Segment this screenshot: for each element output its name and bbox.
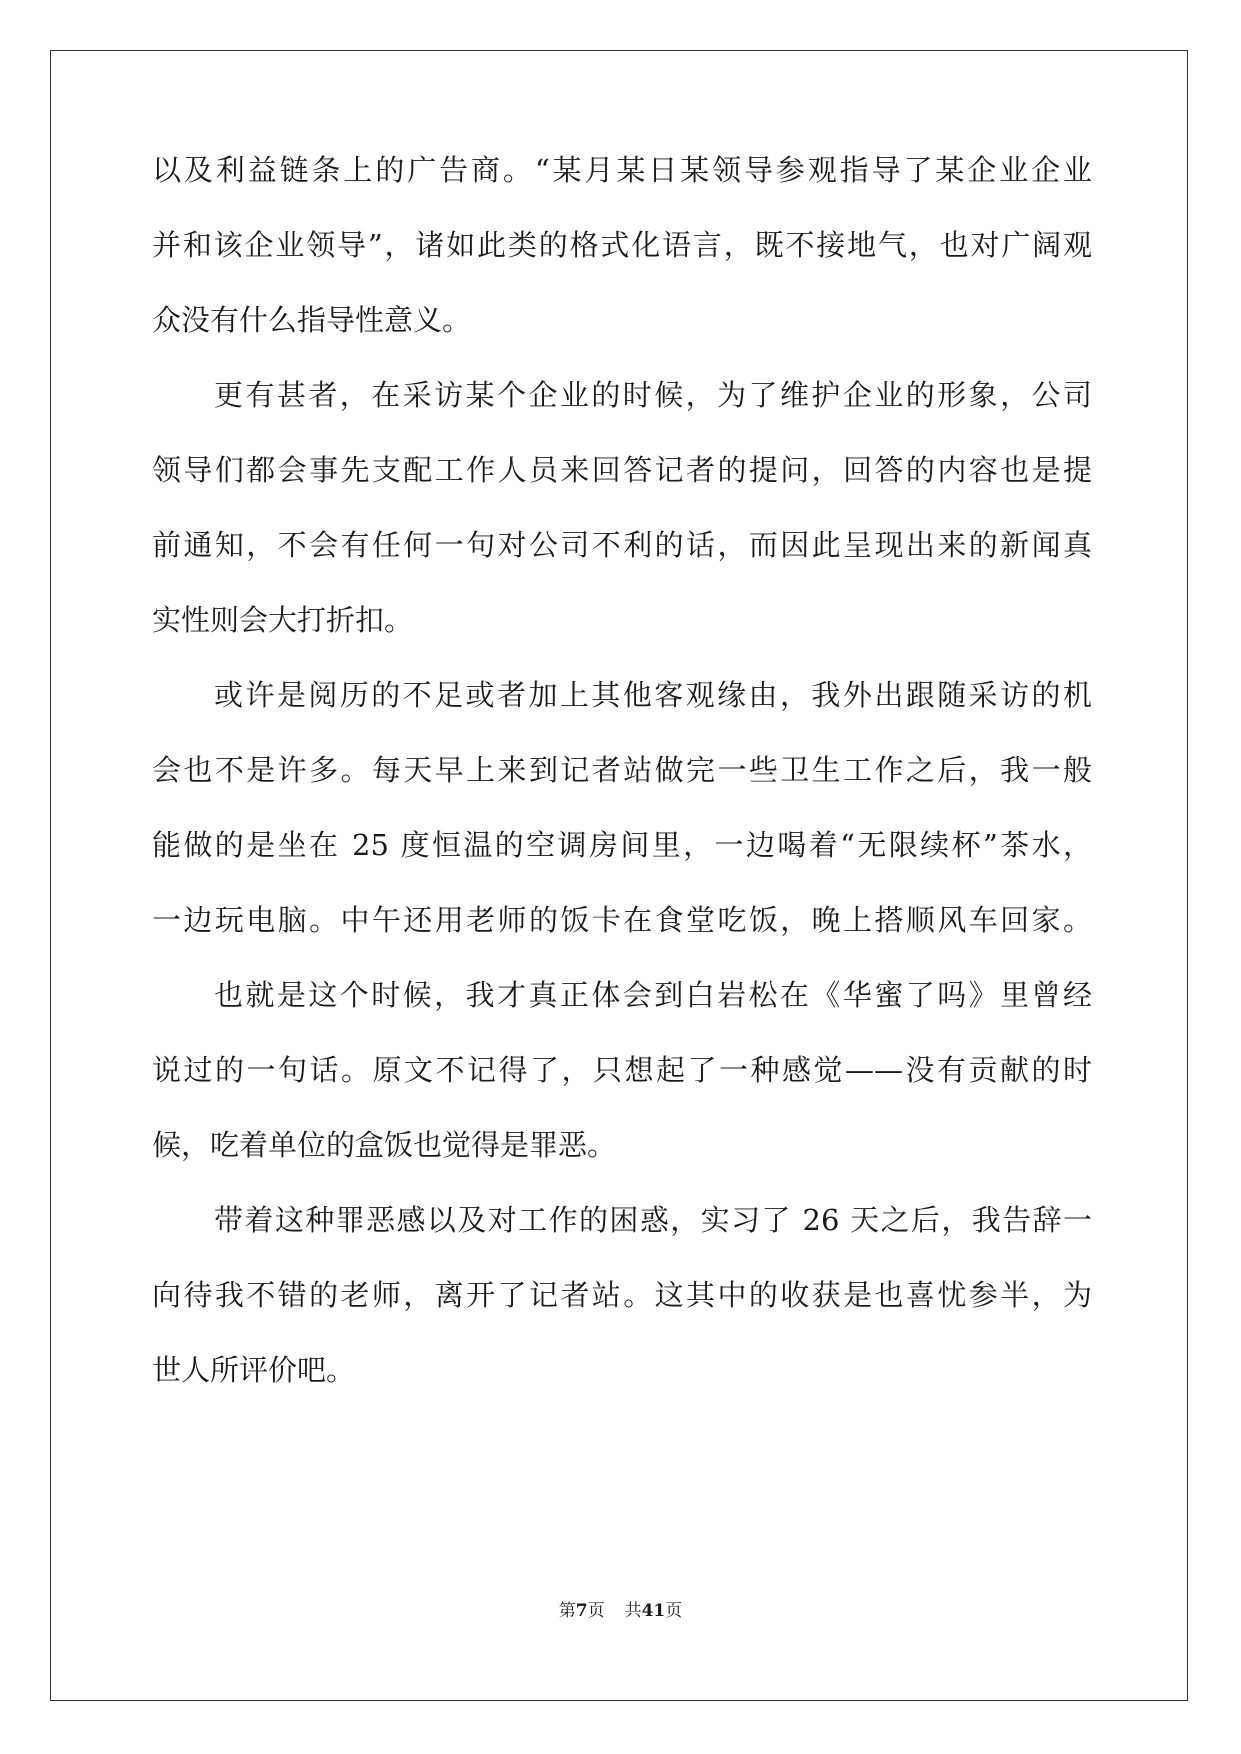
- current-page-number: 7: [575, 1601, 588, 1621]
- text-line: 众没有什么指导性意义。: [152, 303, 472, 337]
- paragraph-first-line: 更有甚者，在采访某个企业的时候，为了维护企业的形象，公司: [214, 378, 1092, 412]
- text-line: 领导们都会事先支配工作人员来回答记者的提问，回答的内容也是提: [152, 453, 1092, 487]
- total-page-count: 41: [641, 1601, 666, 1621]
- text-line: 以及利益链条上的广告商。“某月某日某领导参观指导了某企业企业: [152, 153, 1092, 187]
- paragraph-first-line: 带着这种罪恶感以及对工作的困惑，实习了 26 天之后，我告辞一: [214, 1203, 1092, 1237]
- page-prefix: 第: [558, 1601, 576, 1621]
- page-mid: 页: [587, 1601, 605, 1621]
- text-line: 并和该企业领导”，诸如此类的格式化语言，既不接地气，也对广阔观: [152, 228, 1092, 262]
- text-line: 候，吃着单位的盒饭也觉得是罪恶。: [152, 1128, 617, 1162]
- text-line: 能做的是坐在 25 度恒温的空调房间里，一边喝着“无限续杯”茶水，: [152, 828, 1092, 862]
- total-prefix: 共: [624, 1601, 642, 1621]
- page-border: [50, 50, 1188, 1701]
- text-line: 实性则会大打折扣。: [152, 603, 414, 637]
- page-footer: [0, 1600, 1241, 1622]
- text-line: 前通知，不会有任何一句对公司不利的话，而因此呈现出来的新闻真: [152, 528, 1092, 562]
- text-line: 说过的一句话。原文不记得了，只想起了一种感觉——没有贡献的时: [152, 1053, 1092, 1087]
- text-line: 会也不是许多。每天早上来到记者站做完一些卫生工作之后，我一般: [152, 753, 1092, 787]
- total-suffix: 页: [665, 1601, 683, 1621]
- text-line: 一边玩电脑。中午还用老师的饭卡在食堂吃饭，晚上搭顺风车回家。: [152, 903, 1092, 937]
- text-line: 世人所评价吧。: [152, 1353, 356, 1387]
- text-line: 向待我不错的老师，离开了记者站。这其中的收获是也喜忧参半，为: [152, 1278, 1092, 1312]
- paragraph-first-line: 也就是这个时候，我才真正体会到白岩松在《华蜜了吗》里曾经: [214, 978, 1092, 1012]
- paragraph-first-line: 或许是阅历的不足或者加上其他客观缘由，我外出跟随采访的机: [214, 678, 1092, 712]
